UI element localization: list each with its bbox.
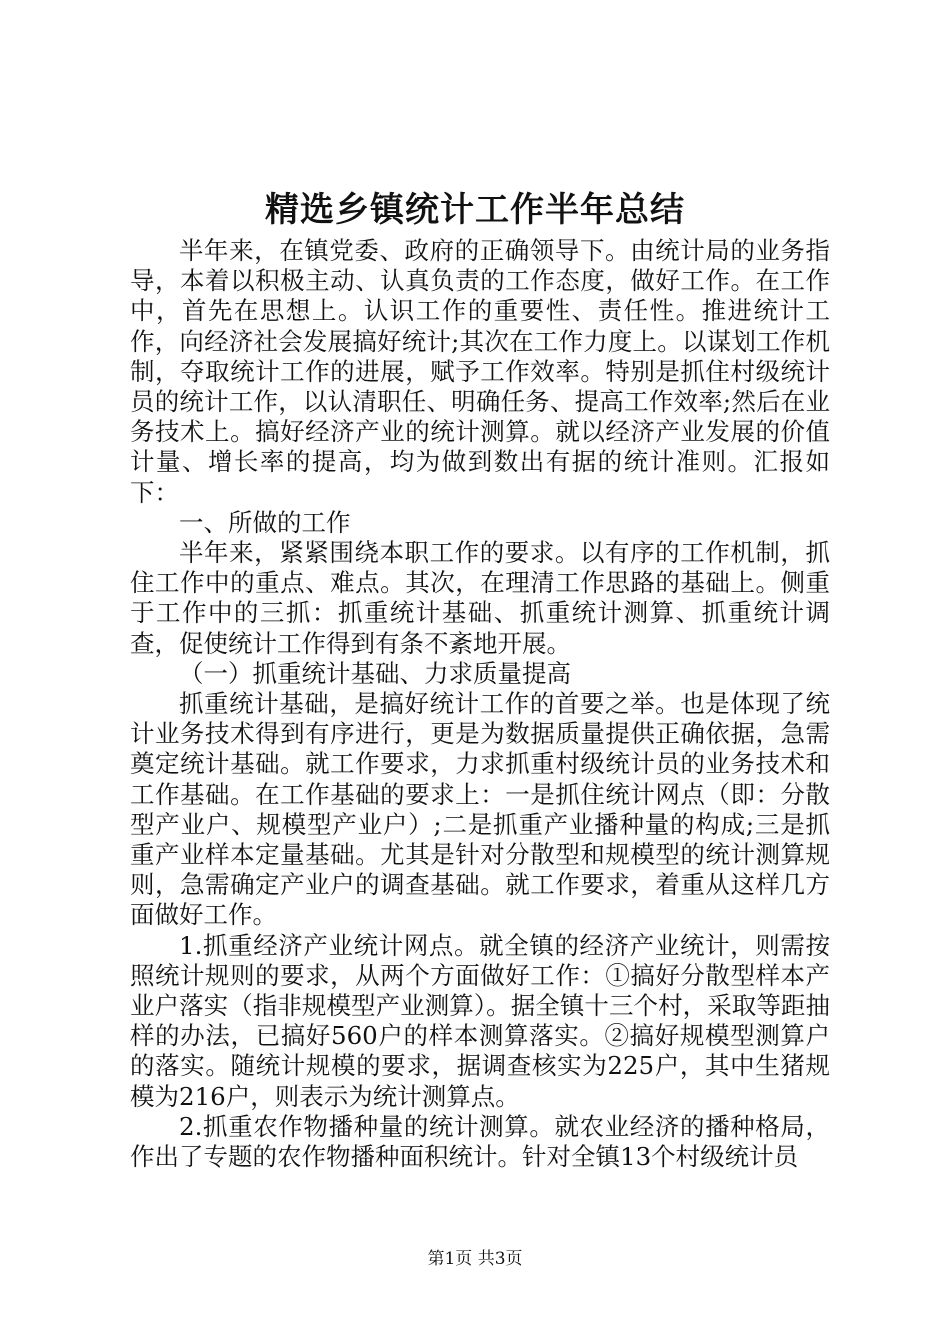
paragraph-item-1: 1.抓重经济产业统计网点。就全镇的经济产业统计，则需按照统计规则的要求，从两个方面做好工作：①搞好分散型样本产业户落实（指非规模型产业测算）。据全镇十三个村，采取等距抽样的办法，已搞好560户的样本测算落实。②搞好规模型测算户的落实。随统计规模的要求，据调查核实为225户，其中生猪规模为216户，则表示为统计测算点。 <box>130 930 830 1111</box>
document-title: 精选乡镇统计工作半年总结 <box>265 190 685 230</box>
paragraph-intro: 半年来，在镇党委、政府的正确领导下。由统计局的业务指导，本着以积极主动、认真负责的工作态度，做好工作。在工作中，首先在思想上。认识工作的重要性、责任性。推进统计工作，向经济社会发展搞好统计;其次在工作力度上。以谋划工作机制，夺取统计工作的进展，赋予工作效率。特别是抓住村级统计员的统计工作，以认清职任、明确任务、提高工作效率;然后在业务技术上。搞好经济产业的统计测算。就以经济产业发展的价值计量、增长率的提高，均为做到数出有据的统计准则。汇报如下： <box>130 236 830 507</box>
subsection-heading-1: （一）抓重统计基础、力求质量提高 <box>179 658 571 688</box>
section-heading-work-done: 一、所做的工作 <box>179 507 351 537</box>
paragraph-statistics-foundation: 抓重统计基础，是搞好统计工作的首要之举。也是体现了统计业务技术得到有序进行，更是为数据质量提供正确依据，急需奠定统计基础。就工作要求，力求抓重村级统计员的业务技术和工作基础。在工作基础的要求上：一是抓住统计网点（即：分散型产业户、规模型产业户）;二是抓重产业播种量的构成;三是抓重产业样本定量基础。尤其是针对分散型和规模型的统计测算规则，急需确定产业户的调查基础。就工作要求，着重从这样几方面做好工作。 <box>130 689 830 930</box>
paragraph-item-2: 2.抓重农作物播种量的统计测算。就农业经济的播种格局，作出了专题的农作物播种面积统计。针对全镇13个村级统计员 <box>130 1111 830 1172</box>
document-body <box>130 236 830 1172</box>
paragraph-overview: 半年来，紧紧围绕本职工作的要求。以有序的工作机制，抓住工作中的重点、难点。其次，在理清工作思路的基础上。侧重于工作中的三抓：抓重统计基础、抓重统计测算、抓重统计调查，促使统计工作得到有条不紊地开展。 <box>130 538 830 658</box>
page-footer: 第1页 共3页 <box>427 1249 523 1269</box>
